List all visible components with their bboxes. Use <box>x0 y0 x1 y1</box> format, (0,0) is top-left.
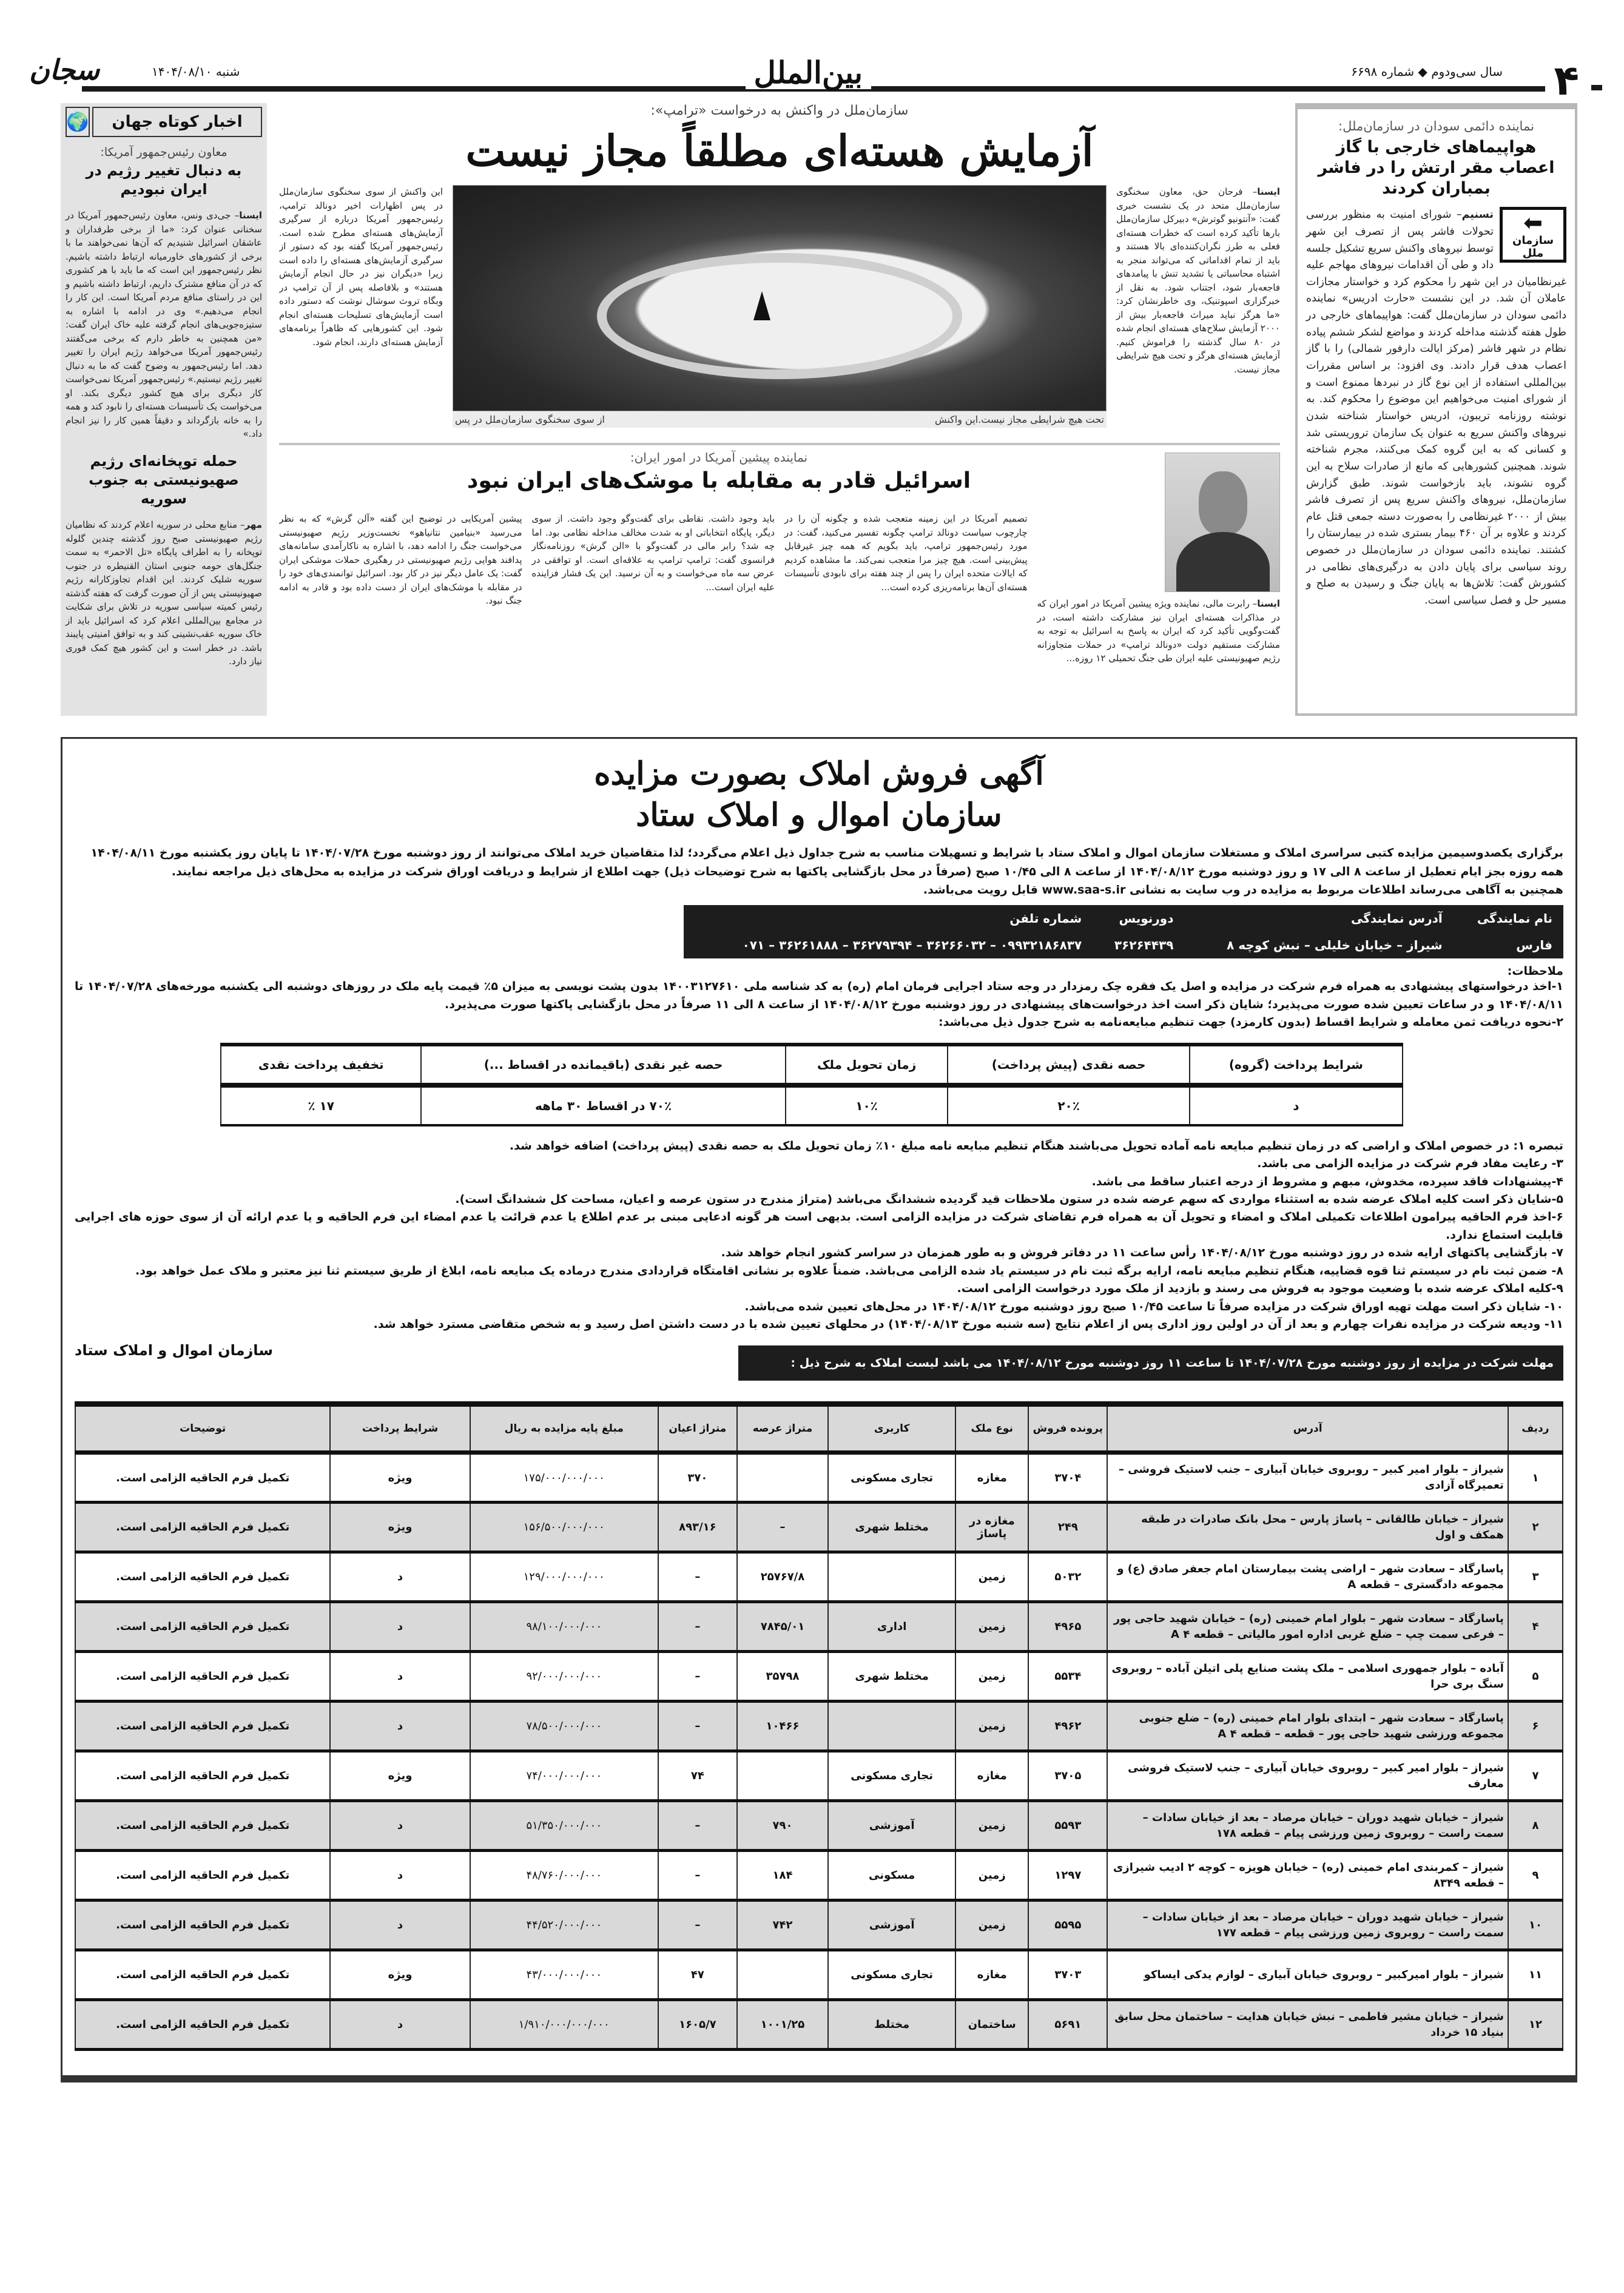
cell-payment-terms: د <box>330 1552 470 1602</box>
property-row <box>75 1702 1563 1751</box>
header-land-use: کاربری <box>828 1404 955 1453</box>
main-body-right-text: – فرحان حق، معاون سخنگوی سازمان‌ملل متحد در یک نشست خبری گفت: «آنتونیو گوترش» دبیرکل سازمان‌ملل بارها تأکید کرده است که خطرات هسته‌ای فعلی به طرز نگران‌کننده‌ای بالا هستند و باید از تمام اقداماتی که می‌تواند منجر به اشتباه محاسباتی یا تشدید تنش با پیامدهای فاجعه‌بار شود، اجتناب شود. به نقل از خبرگزاری اسپوتنیک، وی خاطرنشان کرد: «ما هرگز نباید میراث فاجعه‌بار بیش از ۲۰۰۰ آزمایش سلاح‌های هسته‌ای انجام شده در ۸۰ سال گذشته را فراموش کنیم. آزمایش هسته‌ای هرگز و تحت هیچ شرایطی مجاز نیست. <box>1116 186 1280 375</box>
cell-property-type: مغازه در پاساژ <box>955 1503 1028 1552</box>
speaker-figure <box>753 291 770 320</box>
council-table-ring <box>597 253 963 379</box>
cell-base-price: ۷۴/۰۰۰/۰۰۰/۰۰۰ <box>470 1751 658 1801</box>
malley-col-2: تصمیم آمریکا در این زمینه متعجب شده و چگونه آن را در چارچوب سیاست دونالد ترامپ چگونه تفسیر می‌کنید، گفت: در مورد رئیس‌جمهور ترامپ، باید بگویم که همه چیز غیرقابل پیش‌بینی است. هیچ چیز مرا متعجب نمی‌کند. ما مشاهده کردیم که ایالات متحده ایران را پس از چند هفته برای نابودی تأسیسات هسته‌ای آن‌ها برنامه‌ریزی کرده است... <box>784 513 1028 593</box>
sudan-kicker: نماینده دائمی سودان در سازمان‌ملل: <box>1338 119 1534 133</box>
cell-building-area: ۸۹۳/۱۶ <box>658 1503 737 1552</box>
property-row <box>75 1851 1563 1901</box>
date-info: شنبه ۱۴۰۴/۰۸/۱۰ <box>146 64 246 79</box>
cell-sale-file: ۲۴۹ <box>1028 1503 1107 1552</box>
cell-land-area <box>737 1751 828 1801</box>
cell-payment-terms: د <box>330 1702 470 1751</box>
cell-property-type: زمین <box>955 1901 1028 1950</box>
malley-kicker: نماینده پیشین آمریکا در امور ایران: <box>630 450 808 465</box>
cell-property-type: زمین <box>955 1851 1028 1901</box>
cell-row-index: ۱۱ <box>1508 1950 1563 2000</box>
brief1-body <box>66 209 262 441</box>
brief1-headline: به دنبال تغییر رژیم در ایران نبودیم <box>86 162 242 198</box>
payment-cell: ۱۷ ٪ <box>221 1085 421 1125</box>
cell-building-area: ۴۷ <box>658 1950 737 2000</box>
cell-notes: تکمیل فرم الحاقیه الزامی است. <box>75 1652 330 1702</box>
malley-article <box>279 443 1280 716</box>
cell-property-type: زمین <box>955 1801 1028 1851</box>
cell-row-index: ۸ <box>1508 1801 1563 1851</box>
cell-property-type: مغازه <box>955 1751 1028 1801</box>
cell-notes: تکمیل فرم الحاقیه الزامی است. <box>75 1801 330 1851</box>
cell-land-use: مختلط <box>828 2000 955 2050</box>
cell-sale-file: ۳۷۰۴ <box>1028 1453 1107 1503</box>
note-6: ۶-اخذ فرم الحاقیه پیرامون اطلاعات تکمیلی املاک و امضاء و تحویل آن به همراه فرم تقاضای شرکت در مزایده الزامی است. بدیهی است هر گونه ادعایی مبنی بر عدم اطلاع یا عدم قرائت یا عدم امضاء این فرم الحاقیه و یا عدم ارائه آن از سوی حوزه های اجرایی قابلیت استماع ندارد. <box>75 1210 1563 1242</box>
cell-base-price: ۴۳/۰۰۰/۰۰۰/۰۰۰ <box>470 1950 658 2000</box>
cell-land-use: مختلط شهری <box>828 1652 955 1702</box>
note-9: ۹-کلیه املاک عرضه شده با وضعیت موجود به فروش می رسند و بازدید از ملک مورد درخواست الزامی است. <box>957 1282 1563 1296</box>
cell-base-price: ۱۵۶/۵۰۰/۰۰۰/۰۰۰ <box>470 1503 658 1552</box>
cell-land-use: مختلط شهری <box>828 1503 955 1552</box>
main-article <box>279 103 1280 716</box>
cell-property-type: ساختمان <box>955 2000 1028 2050</box>
property-row <box>75 1801 1563 1851</box>
cell-address: پاسارگاد – سعادت شهر – اراضی پشت بیمارستان امام جعفر صادق (ع) و مجموعه دادگستری – قطعه A <box>1107 1552 1508 1602</box>
brief2-source: مهر <box>244 519 262 531</box>
cell-land-use: اداری <box>828 1602 955 1652</box>
payment-row <box>221 1085 1403 1125</box>
cell-sale-file: ۴۹۶۲ <box>1028 1702 1107 1751</box>
cell-address: شیراز – خیابان طالقانی – پاساژ پارس – محل بانک صادرات در طبقه همکف و اول <box>1107 1503 1508 1552</box>
cell-land-use: مسکونی <box>828 1851 955 1901</box>
note-4: ۴-پیشنهادات فاقد سپرده، مخدوش، مبهم و مشروط از درجه اعتبار ساقط می باشد. <box>1091 1174 1563 1188</box>
header-base-price: مبلغ پایه مزایده به ریال <box>470 1404 658 1453</box>
cell-property-type: زمین <box>955 1702 1028 1751</box>
cell-row-index: ۴ <box>1508 1602 1563 1652</box>
cell-base-price: ۴۴/۵۲۰/۰۰۰/۰۰۰ <box>470 1901 658 1950</box>
cell-building-area: – <box>658 1801 737 1851</box>
cell-notes: تکمیل فرم الحاقیه الزامی است. <box>75 2000 330 2050</box>
ad-title-2: سازمان اموال و املاک ستاد <box>636 796 1002 833</box>
cell-row-index: ۱ <box>1508 1453 1563 1503</box>
header-row-index: ردیف <box>1508 1404 1563 1453</box>
payment-header: حصه غیر نقدی (باقیمانده در اقساط ...) <box>421 1045 785 1085</box>
agency-phones: ۰۹۹۳۲۱۸۶۸۳۷ – ۳۶۲۶۶۰۳۲ – ۳۶۲۷۹۳۹۴ – ۳۶۲۶۱۸۸۸ – ۰۷۱ <box>742 938 1082 953</box>
deadline-bar: مهلت شرکت در مزایده از روز دوشنبه مورخ ۱۴۰۴/۰۷/۲۸ تا ساعت ۱۱ روز دوشنبه مورخ ۱۴۰۴/۰۸/۱۲ می باشد لیست املاک به شرح ذیل : <box>738 1345 1563 1381</box>
cell-land-area: ۷۹۰ <box>737 1801 828 1851</box>
cell-land-use <box>828 1702 955 1751</box>
news-area <box>61 103 1577 722</box>
cell-address: شیراز – خیابان شهید دوران – خیابان مرصاد – بعد از خیابان سادات – سمت راست – روبروی زمین ورزشی پیام – قطعه ۱۷۷ <box>1107 1901 1508 1950</box>
cell-address: شیراز – بلوار امیر کبیر – روبروی خیابان آبیاری – جنب لاستیک فروشی – تعمیرگاه آزادی <box>1107 1453 1508 1503</box>
payment-header: شرایط پرداخت (گروه) <box>1190 1045 1403 1085</box>
notes-block-1 <box>75 978 1563 1031</box>
payment-cell: ۱۰٪ <box>786 1085 948 1125</box>
page-number-dash <box>1591 85 1602 90</box>
cell-notes: تکمیل فرم الحاقیه الزامی است. <box>75 1901 330 1950</box>
cell-payment-terms: د <box>330 1652 470 1702</box>
ad-title-1: آگهی فروش املاک بصورت مزایده <box>594 755 1044 792</box>
property-row <box>75 1602 1563 1652</box>
agency-header: دورنویس <box>1119 911 1174 926</box>
cell-address: آباده – بلوار جمهوری اسلامی – ملک پشت صنایع پلی اتیلن آباده – روبروی سنگ بری حرا <box>1107 1652 1508 1702</box>
cell-land-area <box>737 1950 828 2000</box>
property-row <box>75 1503 1563 1552</box>
cell-property-type: زمین <box>955 1652 1028 1702</box>
cell-land-use: تجاری مسکونی <box>828 1950 955 2000</box>
malley-col-1-text: – رابرت مالی، نماینده ویژه پیشین آمریکا در امور ایران که در مذاکرات هسته‌ای ایران نیز مشارکت داشته است، در گفت‌وگویی تأکید کرد که ایران به پاسخ به اسرائیل به توجه به مشارکت مستقیم دولت «دونالد ترامپ» در حملات متجاوزانه رژیم صهیونیستی علیه ایران طی جنگ تحمیلی ۱۲ روزه... <box>1037 598 1280 664</box>
sudan-body <box>1306 207 1566 609</box>
cell-payment-terms: د <box>330 1801 470 1851</box>
cell-payment-terms: ویژه <box>330 1950 470 2000</box>
auction-advertisement <box>61 737 1577 2083</box>
cell-base-price: ۵۱/۳۵۰/۰۰۰/۰۰۰ <box>470 1801 658 1851</box>
property-table-body <box>75 1453 1563 2050</box>
cell-payment-terms: ویژه <box>330 1453 470 1503</box>
cell-notes: تکمیل فرم الحاقیه الزامی است. <box>75 1602 330 1652</box>
main-kicker: سازمان‌ملل در واکنش به درخواست «ترامپ»: <box>650 103 909 118</box>
malley-col-4: پیشین آمریکایی در توضیح این گفته «آلن گرش» که به نظر می‌رسید «بنیامین نتانیاهو» نخست‌وزیر رژیم صهیونیستی می‌خواست جنگ را ادامه دهد، با اشاره به ناکارآمدی سامانه‌های پدافند هوایی رژیم صهیونیستی در رهگیری حملات موشکی ایران گفت: یک عامل دیگر نیز در کار بود. اسرائیل توانمندی‌های خود را در مقابله با موشک‌های ایران از دست داده بود و قادر به ادامه جنگ نبود. <box>279 513 522 606</box>
cell-notes: تکمیل فرم الحاقیه الزامی است. <box>75 1851 330 1901</box>
malley-headline: اسرائیل قادر به مقابله با موشک‌های ایران نبود <box>467 468 971 493</box>
cell-row-index: ۳ <box>1508 1552 1563 1602</box>
cell-building-area: – <box>658 1851 737 1901</box>
signature-org: سازمان اموال و املاک ستاد <box>75 1342 273 1359</box>
masthead <box>24 53 1600 105</box>
cell-address: شیراز – کمربندی امام خمینی (ره) – خیابان هویزه – کوچه ۲ ادیب شیرازی – قطعه ۸۳۴۹ <box>1107 1851 1508 1901</box>
agency-header-row <box>684 905 1563 932</box>
cell-sale-file: ۵۰۳۲ <box>1028 1552 1107 1602</box>
malley-columns <box>279 512 1280 665</box>
note-11: ۱۱- ودیعه شرکت در مزایده نفرات چهارم و بعد از آن در اولین روز اداری پس از اعلام نتایج (سه شنبه مورخ ۱۴۰۴/۰۸/۱۳) در محلهای تعیین شده با در دست داشتن اصل رسید و به شخص متقاضی مسترد خواهد شد. <box>373 1318 1563 1332</box>
cell-base-price: ۹۲/۰۰۰/۰۰۰/۰۰۰ <box>470 1652 658 1702</box>
main-headline: آزمایش هسته‌ای مطلقاً مجاز نیست <box>465 126 1094 176</box>
agency-table <box>684 905 1563 958</box>
cell-notes: تکمیل فرم الحاقیه الزامی است. <box>75 1503 330 1552</box>
cell-notes: تکمیل فرم الحاقیه الزامی است. <box>75 1950 330 2000</box>
cell-land-use: آموزشی <box>828 1901 955 1950</box>
payment-header: حصه نقدی (پیش پرداخت) <box>948 1045 1189 1085</box>
cell-building-area: ۳۷۰ <box>658 1453 737 1503</box>
cell-row-index: ۲ <box>1508 1503 1563 1552</box>
note-8: ۸- ضمن ثبت نام در سیستم ثنا قوه قضاییه، هنگام تنظیم مبایعه نامه، ارایه برگه ثبت نام در سیستم یاد شده الزامی می‌باشد. ضمناً علاوه بر نشانی اقامتگاه قراردادی مندرج درماده یک مبایعه نامه، ابلاغ از طریق سیستم ثنا نیز معتبر و ملاک عمل خواهد بود. <box>135 1264 1563 1278</box>
cell-land-use: آموزشی <box>828 1801 955 1851</box>
cell-payment-terms: د <box>330 1602 470 1652</box>
cell-sale-file: ۵۵۹۳ <box>1028 1801 1107 1851</box>
cell-payment-terms: ویژه <box>330 1751 470 1801</box>
agency-fax: ۳۶۲۶۴۴۳۹ <box>1114 938 1174 953</box>
photo-caption <box>453 411 1107 428</box>
cell-row-index: ۶ <box>1508 1702 1563 1751</box>
cell-land-area: ۳۵۷۹۸ <box>737 1652 828 1702</box>
cell-building-area: – <box>658 1901 737 1950</box>
cell-building-area: – <box>658 1552 737 1602</box>
cell-land-use: تجاری مسکونی <box>828 1453 955 1503</box>
header-notes: توضیحات <box>75 1404 330 1453</box>
agency-name: فارس <box>1516 938 1552 953</box>
cell-base-price: ۷۸/۵۰۰/۰۰۰/۰۰۰ <box>470 1702 658 1751</box>
caption-right: تحت هیچ شرایطی مجاز نیست.این واکنش <box>934 414 1104 425</box>
cell-building-area: – <box>658 1652 737 1702</box>
payment-header-row <box>221 1045 1403 1085</box>
cell-land-area: ۱۸۴ <box>737 1851 828 1901</box>
note-1: ۱-اخذ درخواستهای پیشنهادی به همراه فرم شرکت در مزایده و اصل یک فقره چک رمزدار در وجه ستاد اجرایی فرمان امام (ره) به کد شناسه ملی ۱۴۰۰۳۱۲۷۶۱۰ بدون پشت نویسی به میزان ۵٪ قیمت پایه ملک در روزهای دوشنبه الی یکشنبه مورخه‌های ۱۴۰۴/۰۷/۲۸ تا ۱۴۰۴/۰۸/۱۱ و در ساعات تعیین شده صورت می‌پذیرد؛ شایان ذکر است اخذ درخواست‌های پیشنهادی در روز دوشنبه مورخ ۱۴۰۴/۰۸/۱۲ از ساعت ۸ الی ۱۱ صرفاً در محل بازگشایی پاکتها صورت می‌پذیرد. <box>75 980 1563 1011</box>
arrow-left-icon: ⬅ <box>1523 209 1543 237</box>
cell-land-use: تجاری مسکونی <box>828 1751 955 1801</box>
cell-base-price: ۱۲۹/۰۰۰/۰۰۰/۰۰۰ <box>470 1552 658 1602</box>
property-row <box>75 1950 1563 2000</box>
cell-sale-file: ۱۲۹۷ <box>1028 1851 1107 1901</box>
property-row <box>75 2000 1563 2050</box>
property-row <box>75 1751 1563 1801</box>
cell-row-index: ۷ <box>1508 1751 1563 1801</box>
cell-building-area: ۷۴ <box>658 1751 737 1801</box>
cell-building-area: – <box>658 1602 737 1652</box>
main-article-row <box>279 185 1280 428</box>
un-badge-label: سازمان ملل <box>1512 234 1554 260</box>
property-row <box>75 1652 1563 1702</box>
cell-notes: تکمیل فرم الحاقیه الزامی است. <box>75 1702 330 1751</box>
un-photo-block <box>453 185 1107 428</box>
cell-sale-file: ۴۹۶۵ <box>1028 1602 1107 1652</box>
un-security-council-photo <box>453 185 1107 411</box>
property-row <box>75 1901 1563 1950</box>
note-10: ۱۰- شایان ذکر است مهلت تهیه اوراق شرکت در مزایده صرفاً تا ساعت ۱۰/۴۵ صبح روز دوشنبه مورخ ۱۴۰۴/۰۸/۱۲ در محل‌های تعیین شده می‌باشد. <box>744 1299 1563 1313</box>
note-tabsare: تبصره ۱: در خصوص املاک و اراضی که در زمان تنظیم مبایعه نامه آماده تحویل می‌باشند هنگام تنظیم مبایعه نامه مبلغ ۱۰٪ زمان تحویل ملک به حصه نقدی (پیش پرداخت) اضافه خواهد شد. <box>509 1139 1563 1153</box>
cell-land-area: – <box>737 1503 828 1552</box>
note-2: ۲-نحوه دریافت ثمن معامله و شرایط اقساط (بدون کارمزد) جهت تنظیم مبایعه‌نامه به شرح جدول ذیل می‌باشد: <box>938 1015 1563 1029</box>
header-sale-file: پرونده فروش <box>1028 1404 1107 1453</box>
cell-payment-terms: د <box>330 1851 470 1901</box>
ad-intro-line-1: برگزاری یکصدوسیمین مزایده کتبی سراسری املاک و مستغلات سازمان اموال و املاک ستاد با شرایط و تسهیلات مناسب به شرح جداول ذیل اعلام می‌گردد؛ لذا متقاضیان خرید املاک می‌توانند از روز دوشنبه مورخ ۱۴۰۴/۰۷/۲۸ تا پایان روز یکشنبه مورخ ۱۴۰۴/۰۸/۱۱ <box>90 846 1563 860</box>
cell-land-use <box>828 1552 955 1602</box>
sudan-source: تسنیم <box>1461 209 1494 221</box>
header-building-area: متراژ اعیان <box>658 1404 737 1453</box>
notes-block-2 <box>75 1137 1563 1334</box>
cell-land-area: ۷۴۲ <box>737 1901 828 1950</box>
malley-col-3: باید وجود داشت. نقاطی برای گفت‌وگو وجود داشت. از سوی دیگر، پایگاه انتخاباتی او به شدت مخالف مداخله نظامی بود. اما چه شد؟ رابر مالی در گفت‌وگو با «الن گرش» روزنامه‌نگار فرانسوی گفت: ترامپ ترامپ به علاقه‌ای است. او توافقی در عرض سه ماه می‌خواست و به آن نرسید. این یک فشار فزاینده علیه ایران است... <box>531 513 775 593</box>
cell-payment-terms: د <box>330 2000 470 2050</box>
cell-payment-terms: ویژه <box>330 1503 470 1552</box>
property-row <box>75 1453 1563 1503</box>
cell-sale-file: ۵۶۹۱ <box>1028 2000 1107 2050</box>
cell-base-price: ۴۸/۷۶۰/۰۰۰/۰۰۰ <box>470 1851 658 1901</box>
note-7: ۷- بازگشایی پاکتهای ارایه شده در روز دوشنبه مورخ ۱۴۰۴/۰۸/۱۲ رأس ساعت ۱۱ در دفاتر فروش و به طور همزمان در سراسر کشور انجام خواهد شد. <box>721 1246 1563 1260</box>
cell-address: شیراز – خیابان مشیر فاطمی – نبش خیابان هدایت – ساختمان محل سابق بنیاد ۱۵ خرداد <box>1107 2000 1508 2050</box>
cell-property-type: زمین <box>955 1602 1028 1652</box>
cell-notes: تکمیل فرم الحاقیه الزامی است. <box>75 1751 330 1801</box>
sudan-body-text: – شورای امنیت به منظور بررسی تحولات فاشر پس از تصرف این شهر توسط نیروهای واکنش سریع تشکیل جلسه داد و طی آن اقدامات نیروهای مهاجم علیه غیرنظامیان در این شهر را محکوم کرد و خواستار مجازات عاملان آن شد. در این نشست «حارث ادریس» نماینده دائمی سودان در سازمان‌ملل گفت: هواپیماهای خارجی در طول هفته گذشته مداخله کردند و مواضع لشکر ششم پیاده نظام در شهر فاشر (مرکز ایالت دارفور شمالی) را با گاز اعصاب هدف قرار دادند. وی افزود: بر اساس مقررات بین‌المللی استفاده از این نوع گاز در نبردها ممنوع است و از شورای امنیت می‌خواهیم این موضوع را محکوم کند. به نوشته روزنامه تریبون، ادریس خواستار شناخته شدن نیروهای واکنش سریع به عنوان یک سازمان تروریستی شد و کسانی که به این گروه کمک می‌کنند، مجرم شناخته شوند. همچنین کشورهایی که مانع از صادرات سلاح به این گروه نشوند، باید بازخواست شوند. طبق گزارش سازمان‌ملل، نیروهای واکنش سریع پس از تصرف فاشر بیش از ۲۰۰۰ غیرنظامی را به‌صورت دسته جمعی قتل عام کردند و علاوه بر آن ۴۶۰ بیمار بستری شده در بیمارستان را کشتند. نماینده دائمی سودان در سازمان‌ملل در خصوص روند سیاسی برای پایان دادن به درگیری‌های نظامی در کشورش گفت: تلاش‌ها به پایان جنگ و رسیدن به صلح و مسیر حل و فصل سیاسی است. <box>1306 209 1566 607</box>
page-number: ۴ <box>1545 61 1588 102</box>
brief2-headline: حمله توپخانه‌ای رژیم صهیونیستی به جنوب سوریه <box>89 452 239 508</box>
issue-info: سال سی‌ودوم ◆ شماره ۶۶۹۸ <box>1345 64 1509 79</box>
un-section-badge <box>1500 207 1566 263</box>
cell-land-area: ۲۵۷۶۷/۸ <box>737 1552 828 1602</box>
world-briefs <box>61 103 267 716</box>
caption-left: از سوی سخنگوی سازمان‌ملل در پس <box>455 414 605 425</box>
cell-building-area: ۱۶۰۵/۷ <box>658 2000 737 2050</box>
cell-address: پاسارگاد – سعادت شهر – ابتدای بلوار امام خمینی (ره) – ضلع جنوبی مجموعه ورزشی شهید حاجی پور – قطعه – قطعه A ۴ <box>1107 1702 1508 1751</box>
cell-address: شیراز – بلوار امیرکبیر – روبروی خیابان آبیاری – لوازم یدکی ایساکو <box>1107 1950 1508 2000</box>
header-land-area: متراژ عرصه <box>737 1404 828 1453</box>
ad-intro-line-2: همه روزه بجز ایام تعطیل از ساعت ۸ الی ۱۷ و روز دوشنبه مورخ ۱۴۰۴/۰۸/۱۲ از ساعت ۸ الی ۱۰/۴۵ صبح (صرفاً در محل بازگشایی پاکتها به شرح توضیحات ذیل) جهت اطلاع از شرایط و دریافت اوراق شرکت در مزایده به محل‌های ذیل مراجعه نمایند. <box>171 864 1563 878</box>
briefs-title: اخبار کوتاه جهان <box>92 107 262 137</box>
cell-payment-terms: د <box>330 1901 470 1950</box>
cell-address: شیراز – بلوار امیر کبیر – روبروی خیابان آبیاری – جنب لاستیک فروشی معارف <box>1107 1751 1508 1801</box>
note-3: ۳- رعایت مفاد فرم شرکت در مزایده الزامی می باشد. <box>1257 1157 1563 1171</box>
malley-source: ایسنا <box>1257 598 1280 609</box>
main-source: ایسنا <box>1257 186 1280 197</box>
payment-cell: د <box>1190 1085 1403 1125</box>
note-5: ۵-شایان ذکر است کلیه املاک عرضه شده به استثناء مواردی که سهم عرضه شده در ستون ملاحظات قید گردیده ششدانگ می‌باشد (متراژ مندرج در ستون عرصه و اعیان، مساحت کل ششدانگ است). <box>455 1192 1563 1206</box>
brief2-body <box>66 518 262 668</box>
cell-address: پاسارگاد – سعادت شهر – بلوار امام خمینی (ره) – خیابان شهید حاجی پور – فرعی سمت چپ – ضلع غربی اداره امور مالیاتی – قطعه A ۴ <box>1107 1602 1508 1652</box>
payment-header: زمان تحویل ملک <box>786 1045 948 1085</box>
cell-base-price: ۹۸/۱۰۰/۰۰۰/۰۰۰ <box>470 1602 658 1652</box>
cell-row-index: ۱۰ <box>1508 1901 1563 1950</box>
brief1-kicker: معاون رئیس‌جمهور آمریکا: <box>100 146 227 159</box>
cell-sale-file: ۵۵۳۴ <box>1028 1652 1107 1702</box>
cell-building-area: – <box>658 1702 737 1751</box>
cell-base-price: ۱۷۵/۰۰۰/۰۰۰/۰۰۰ <box>470 1453 658 1503</box>
cell-property-type: زمین <box>955 1552 1028 1602</box>
cell-land-area <box>737 1453 828 1503</box>
brief1-source: ایسنا <box>239 210 262 221</box>
cell-sale-file: ۳۷۰۳ <box>1028 1950 1107 2000</box>
property-row <box>75 1552 1563 1602</box>
cell-notes: تکمیل فرم الحاقیه الزامی است. <box>75 1552 330 1602</box>
agency-header: شماره تلفن <box>1009 911 1082 926</box>
briefs-header <box>66 107 262 137</box>
header-address: آدرس <box>1107 1404 1508 1453</box>
newspaper-logo: سجان <box>24 53 104 86</box>
property-header-row <box>75 1404 1563 1453</box>
payment-cell: ۷۰٪ در اقساط ۳۰ ماهه <box>421 1085 785 1125</box>
cell-row-index: ۵ <box>1508 1652 1563 1702</box>
payment-terms-table <box>220 1043 1403 1126</box>
sudan-article <box>1295 103 1577 716</box>
brief2-body-text: – منابع محلی در سوریه اعلام کردند که نظامیان رژیم صهیونیستی صبح روز گذشته چندین گلوله توپخانه را به اطراف پایگاه «تل الاحمر» به سمت جنگل‌های حومه جنوبی استان القنیطره در جنوب سوریه شلیک کردند. این اقدام تجاوزکارانه رژیم صهیونیستی پس از آن صورت گرفت که هفته گذشته رئیس کمیته سیاسی سوریه در تلاش برای شکایت در مجامع بین‌المللی اعلام کرد که اسرائیل باید از خاک سوریه عقب‌نشینی کند و به توافق امنیتی پایبند باشد. در خطر است و این کشور هیچ کمک فوری نیاز دارد. <box>66 519 262 667</box>
main-body-right <box>1116 185 1280 428</box>
header-property-type: نوع ملک <box>955 1404 1028 1453</box>
brief1-body-text: – جی‌دی ونس، معاون رئیس‌جمهور آمریکا در سخنانی عنوان کرد: «ما از برخی طرفداران و عاشقان اسرائیل شنیدیم که آن‌ها نمی‌خواهند ما با برخی از کشورهای خاورمیانه ارتباط داشته باشیم. نظر رئیس‌جمهور این است که ما باید با هر کشوری که در آن منافع مشترک داریم، ارتباط داشته باشیم و این در راستای منافع مردم آمریکا است. این کار را انجام می‌دهیم.» وی در ادامه با اشاره به ستیزه‌جویی‌های انجام گرفته علیه خاک ایران گفت: «من همچنین به خاطر دارم که برخی می‌گفتند رئیس‌جمهور آمریکا می‌خواهد رژیم ایران را تغییر دهد. اما رئیس‌جمهور به وضوح گفت که ما به دنبال تغییر رژیم نیستیم.» رئیس‌جمهور آمریکا نمی‌خواست کار دیگری برای هیچ کشور دیگری بکند. او می‌خواست یک تأسیسات هسته‌ای را نابود کند و همه را به خانه بازگرداند و دقیقاً همین کار را نیز انجام داد.» <box>66 210 262 440</box>
agency-header: آدرس نمایندگی <box>1350 911 1443 926</box>
cell-notes: تکمیل فرم الحاقیه الزامی است. <box>75 1453 330 1503</box>
malley-col-1 <box>1037 597 1281 665</box>
cell-property-type: مغازه <box>955 1453 1028 1503</box>
globe-icon: 🌍 <box>66 107 90 137</box>
cell-sale-file: ۵۵۹۵ <box>1028 1901 1107 1950</box>
agency-header: نام نمایندگی <box>1477 911 1552 926</box>
ad-intro <box>75 844 1563 899</box>
cell-land-area: ۷۸۴۵/۰۱ <box>737 1602 828 1652</box>
cell-land-area: ۱۰۰۱/۲۵ <box>737 2000 828 2050</box>
sudan-headline: هواپیماهای خارجی با گاز اعصاب مقر ارتش را در فاشر بمباران کردند <box>1318 138 1555 198</box>
cell-row-index: ۹ <box>1508 1851 1563 1901</box>
main-body-left: این واکنش از سوی سخنگوی سازمان‌ملل در پس اظهارات اخیر دونالد ترامپ، رئیس‌جمهور آمریکا درباره از سرگیری آزمایش‌های هسته‌ای مطرح شده است. رئیس‌جمهور آمریکا گفته بود که دستور از سرگیری آزمایش‌های هسته‌ای را داده است زیرا «دیگران نیز در حال انجام آزمایش هستند» و بلافاصله پس از آن ترامپ در وبگاه تروث سوشال نوشت که دستور داده است آزمایش‌های تسلیحات هسته‌ای انجام شود. این کشورهایی که ظاهراً برنامه‌های آزمایش هسته‌ای دارند، انجام شود. <box>279 186 443 348</box>
cell-sale-file: ۳۷۰۵ <box>1028 1751 1107 1801</box>
cell-property-type: مغازه <box>955 1950 1028 2000</box>
signature-row <box>75 1342 1563 1396</box>
cell-row-index: ۱۲ <box>1508 2000 1563 2050</box>
section-title: بین‌الملل <box>746 56 872 89</box>
agency-address: شیراز – خیابان خلیلی – نبش کوچه ۸ <box>1227 938 1443 953</box>
payment-header: تخفیف پرداخت نقدی <box>221 1045 421 1085</box>
notes-heading: ملاحظات: <box>1507 965 1563 978</box>
cell-base-price: ۱/۹۱۰/۰۰۰/۰۰۰/۰۰۰ <box>470 2000 658 2050</box>
cell-address: شیراز – خیابان شهید دوران – خیابان مرصاد – بعد از خیابان سادات – سمت راست – روبروی زمین ورزشی پیام – قطعه ۱۷۸ <box>1107 1801 1508 1851</box>
cell-land-area: ۱۰۴۶۶ <box>737 1702 828 1751</box>
agency-row <box>684 932 1563 958</box>
payment-cell: ۲۰٪ <box>948 1085 1189 1125</box>
header-payment-terms: شرایط پرداخت <box>330 1404 470 1453</box>
ad-intro-line-3: همچنین به آگاهی می‌رساند اطلاعات مربوط به مزایده در وب سایت به نشانی www.saa-s.ir قابل رویت می‌باشد. <box>923 883 1563 897</box>
property-table <box>75 1401 1563 2051</box>
